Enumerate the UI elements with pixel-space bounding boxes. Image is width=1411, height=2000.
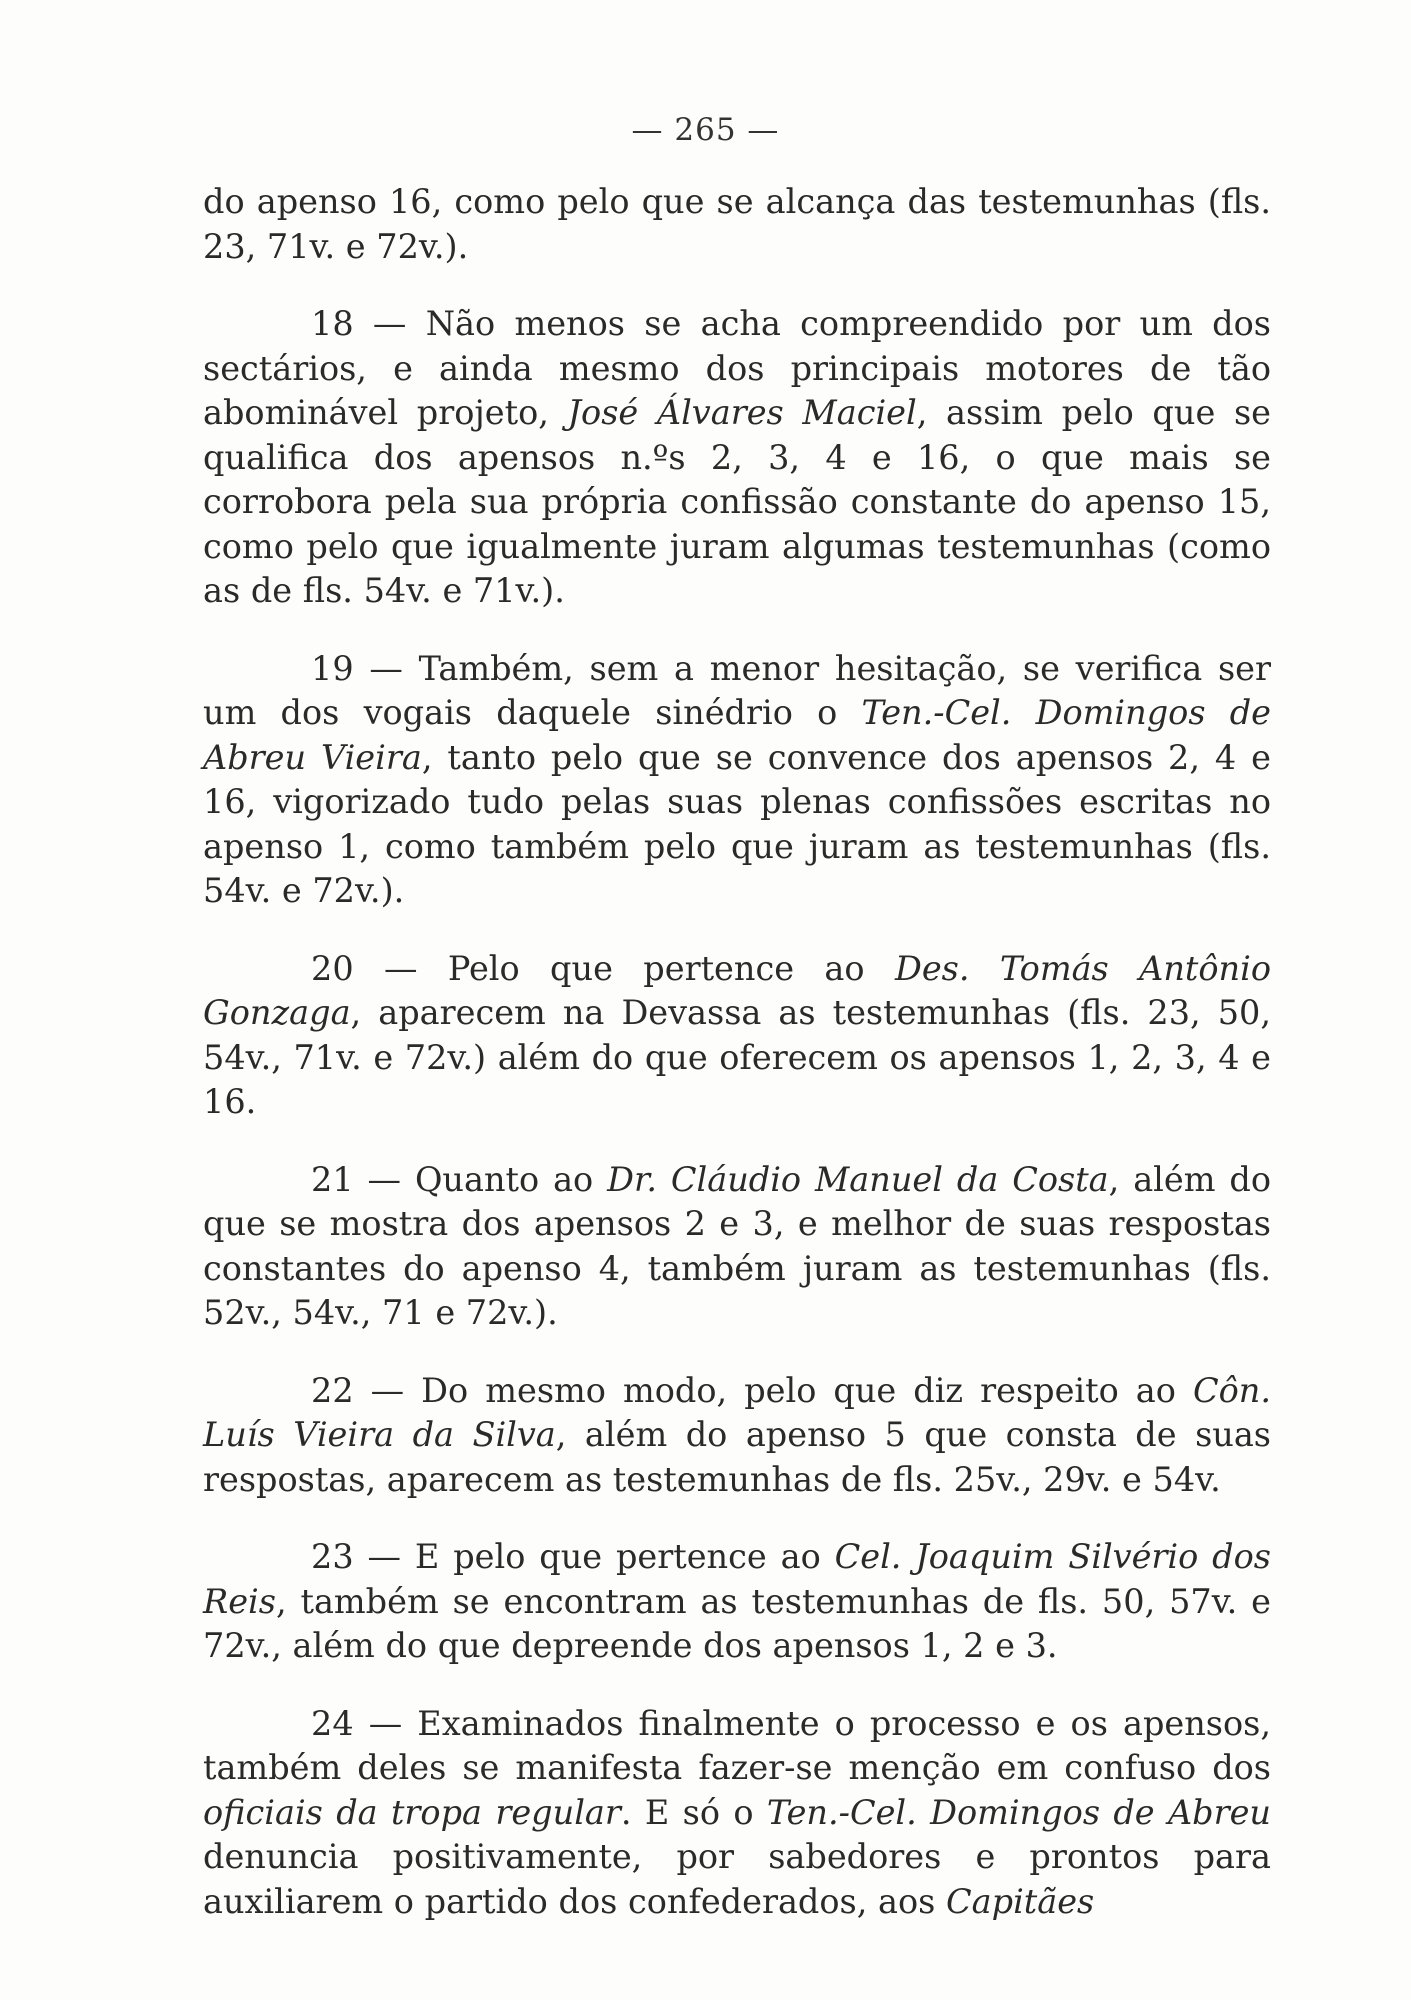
text-span: , além do que se mostra dos apensos 2 e 3, e melhor de suas respostas constantes do apenso 4, também juram as testemunhas (fls. 52v., 54v., 71 e 72v.). bbox=[203, 1159, 1271, 1332]
paragraph-23 bbox=[203, 1535, 1271, 1669]
text-span: 20 — Pelo que pertence ao bbox=[311, 948, 895, 988]
paragraph-20 bbox=[203, 947, 1271, 1125]
text-span: , além do apenso 5 que consta de suas respostas, aparecem as testemunhas de fls. 25v., 29v. e 54v. bbox=[203, 1415, 1271, 1499]
text-span: , assim pelo que se qualifica dos apensos n.ºs 2, 3, 4 e 16, o que mais se corrobora pela sua própria confissão constante do apenso 15, como pelo que igualmente juram algumas testemunhas (como as de fls. 54v. e 71v.). bbox=[203, 393, 1271, 610]
text-span: , aparecem na Devassa as testemunhas (fls. 23, 50, 54v., 71v. e 72v.) além do que oferecem os apensos 1, 2, 3, 4 e 16. bbox=[203, 993, 1271, 1121]
text-span: do apenso 16, como pelo que se alcança das testemunhas (fls. 23, 71v. e 72v.). bbox=[203, 182, 1271, 266]
text-span: 23 — E pelo que pertence ao bbox=[311, 1537, 835, 1576]
italic-name-span: Capitães bbox=[946, 1881, 1095, 1921]
italic-name-span: Des. Tomás Antônio Gonzaga bbox=[203, 948, 1272, 1032]
text-span: , tanto pelo que se convence dos apensos 2, 4 e 16, vigorizado tudo pelas suas plenas confissões escritas no apenso 1, como também pelo que juram as testemunhas (fls. 54v. e 72v.). bbox=[203, 737, 1271, 910]
paragraph-17-continuation bbox=[203, 180, 1271, 269]
italic-name-span: Cel. Joaquim Silvério dos Reis bbox=[203, 1537, 1271, 1621]
text-span: denuncia positivamente, por sabedores e prontos para auxiliarem o partido dos confederados, aos bbox=[203, 1837, 1271, 1921]
text-span: 24 — Examinados finalmente o processo e os apensos, também deles se manifesta fazer-se menção em confuso dos bbox=[203, 1703, 1271, 1787]
italic-name-span: oficiais da tropa regular bbox=[203, 1792, 621, 1832]
text-span: . E só o bbox=[620, 1792, 767, 1832]
italic-name-span: Ten.-Cel. Domingos de Abreu Vieira bbox=[203, 693, 1272, 777]
paragraph-22 bbox=[203, 1369, 1271, 1503]
paragraph-18 bbox=[203, 302, 1271, 614]
text-span: 18 — Não menos se acha compreendido por um dos sectários, e ainda mesmo dos principais motores de tão abominável projeto, bbox=[203, 304, 1271, 432]
text-span: , também se encontram as testemunhas de fls. 50, 57v. e 72v., além do que depreende dos apensos 1, 2 e 3. bbox=[203, 1581, 1271, 1665]
italic-name-span: Côn. Luís Vieira da Silva bbox=[203, 1370, 1271, 1454]
italic-name-span: José Álvares Maciel bbox=[567, 393, 917, 432]
text-span: 22 — Do mesmo modo, pelo que diz respeito ao bbox=[311, 1370, 1193, 1410]
paragraph-19 bbox=[203, 647, 1271, 914]
paragraph-24 bbox=[203, 1702, 1271, 1925]
text-span: 19 — Também, sem a menor hesitação, se verifica ser um dos vogais daquele sinédrio o bbox=[203, 648, 1271, 732]
text-span: 21 — Quanto ao bbox=[311, 1159, 608, 1199]
paragraph-21 bbox=[203, 1158, 1271, 1336]
italic-name-span: Ten.-Cel. Domingos de Abreu bbox=[766, 1792, 1271, 1832]
italic-name-span: Dr. Cláudio Manuel da Costa bbox=[607, 1159, 1109, 1199]
page-number: — 265 — bbox=[631, 112, 780, 148]
body-text bbox=[203, 180, 1271, 1957]
